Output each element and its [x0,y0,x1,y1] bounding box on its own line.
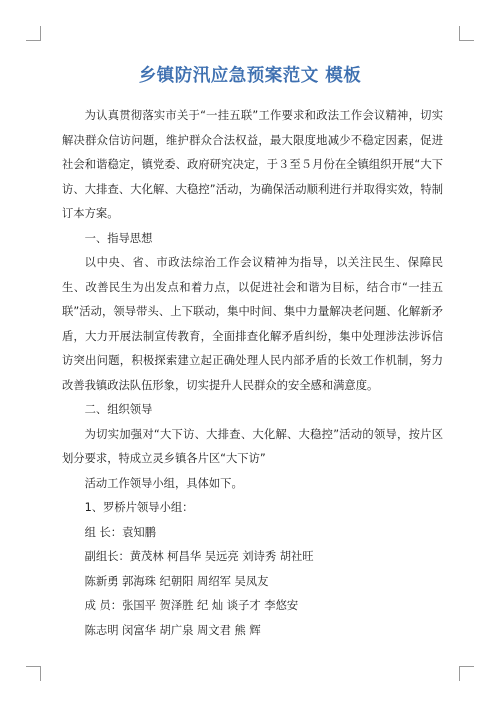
group-deputies-line2: 陈新勇 郭海珠 纪朝阳 周绍军 吴凤友 [84,574,269,588]
intro-paragraph: 为认真贯彻落实市关于“一挂五联”工作要求和政法工作会议精神，切实解决群众信访问题，维护群众合法权益，最大限度地减少不稳定因素，促进社会和谐稳定，镇党委、政府研究决定，于３至５月份在全镇组织开展“大下访、大排查、大化解、大稳控”活动，为确保活动顺利进行并取得实效，特制订本方案。 [62,109,443,220]
group-deputies-line1: 副组长：黄茂林 柯昌华 吴远亮 刘诗秀 胡社旺 [84,550,314,563]
guiding-ideology-paragraph: 以中央、省、市政法综治工作会议精神为指导，以关注民生、保障民生、改善民生为出发点和着力点，以促进社会和谐为目标，结合市“一挂五联”活动，领导带头、上下联动，集中时间、集中力量解决老问题、化解新矛盾，大力开展法制宣传教育，全面排查化解矛盾纠纷，集中处理涉法涉诉信访突出问题，积极探索建立起正确处理人民内部矛盾的长效工作机制，努力改善我镇政法队伍形象，切实提升人民群众的安全感和满意度。 [62,256,443,392]
crop-mark-top-right [459,26,474,41]
group-members-line2: 陈志明 闵富华 胡广泉 周文君 熊 辉 [84,623,261,637]
group-leader: 组 长：袁知鹏 [84,525,156,539]
crop-mark-top-left [26,26,41,41]
crop-mark-bottom-left [26,666,41,681]
section-heading-organization: 二、组织领导 [84,403,153,416]
group-title: 1、罗桥片领导小组： [84,501,194,514]
crop-mark-bottom-right [459,666,474,681]
group-list-intro: 活动工作领导小组，具体如下。 [84,476,243,490]
organization-paragraph: 为切实加强对“大下访、大排查、大化解、大稳控”活动的领导，按片区划分要求，特成立灵乡镇各片区“大下访” [62,427,443,465]
section-heading-guiding-ideology: 一、指导思想 [84,231,153,245]
document-body [62,104,443,643]
group-members-line1: 成 员：张国平 贺泽胜 纪 灿 谈子才 李悠安 [84,599,299,612]
document-title: 乡镇防汛应急预案范文 模板 [138,66,362,86]
